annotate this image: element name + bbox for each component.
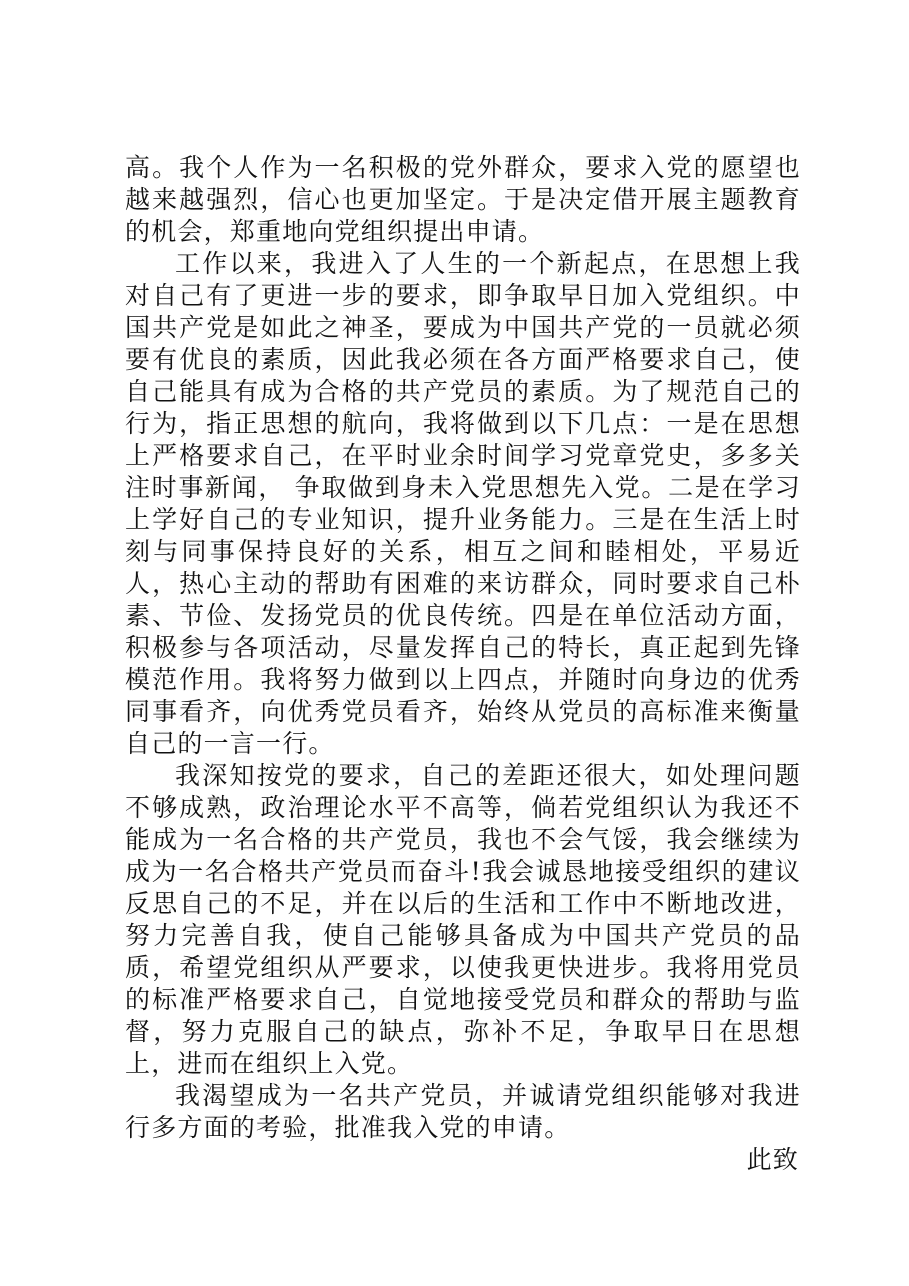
paragraph-4: 我渴望成为一名共产党员，并诚请党组织能够对我进行多方面的考验，批准我入党的申请。	[125, 1081, 801, 1142]
paragraph-3: 我深知按党的要求，自己的差距还很大，如处理问题不够成熟，政治理论水平不高等，倘若党组织认为我还不能成为一名合格的共产党员，我也不会气馁，我会继续为成为一名合格共产党员而奋斗!我会诚恳地接受组织的建议反思自己的不足，并在以后的生活和工作中不断地改进，努力完善自我，使自己能够具备成为中国共产党员的品质，希望党组织从严要求，以使我更快进步。我将用党员的标准严格要求自己，自觉地接受党员和群众的帮助与监督，努力克服自己的缺点，弥补不足，争取早日在思想上，进而在组织上入党。	[125, 761, 801, 1078]
paragraph-1: 高。我个人作为一名积极的党外群众，要求入党的愿望也越来越强烈，信心也更加坚定。于是决定借开展主题教育的机会，郑重地向党组织提出申请。	[125, 153, 801, 246]
document-body	[125, 152, 801, 1176]
closing-salutation: 此致	[746, 1145, 799, 1174]
paragraph-2: 工作以来，我进入了人生的一个新起点，在思想上我对自己有了更进一步的要求，即争取早日加入党组织。中国共产党是如此之神圣，要成为中国共产党的一员就必须要有优良的素质，因此我必须在各方面严格要求自己，使自己能具有成为合格的共产党员的素质。为了规范自己的行为，指正思想的航向，我将做到以下几点：一是在思想上严格要求自己，在平时业余时间学习党章党史，多多关注时事新闻， 争取做到身未入党思想先入党。二是在学习上学好自己的专业知识，提升业务能力。三是在生活上时刻与同事保持良好的关系，相互之间和睦相处，平易近人，热心主动的帮助有困难的来访群众，同时要求自己朴素、节俭、发扬党员的优良传统。四是在单位活动方面，积极参与各项活动，尽量发挥自己的特长，真正起到先锋模范作用。我将努力做到以上四点，并随时向身边的优秀同事看齐，向优秀党员看齐，始终从党员的高标准来衡量自己的一言一行。	[125, 249, 801, 758]
